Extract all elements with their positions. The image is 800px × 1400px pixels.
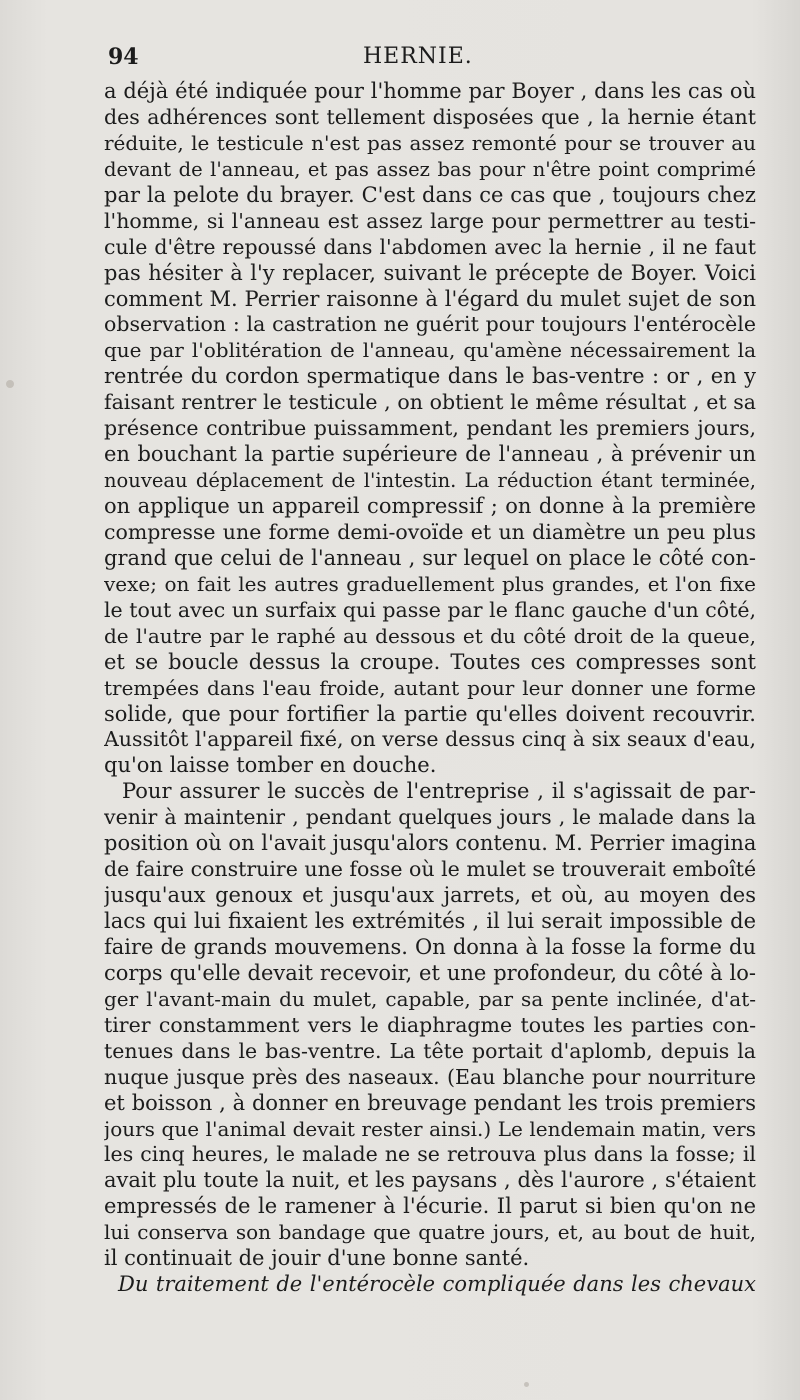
text-line: et se boucle dessus la croupe. Toutes ces compresses sont [104,649,756,674]
paper-speck [6,380,14,388]
text-line: réduite, le testicule n'est pas assez remonté pour se trouver au [104,130,756,155]
paragraph-start-line: Pour assurer le succès de l'entreprise , il s'agissait de par- [122,779,756,804]
text-line: corps qu'elle devait recevoir, et une profondeur, du côté à lo- [104,960,756,985]
text-line: présence contribue puissamment, pendant les premiers jours, [104,416,756,441]
text-line: faisant rentrer le testicule , on obtient le même résultat , et sa [104,390,756,415]
text-line: que par l'oblitération de l'anneau, qu'amène nécessairement la [104,338,756,363]
text-line: trempées dans l'eau froide, autant pour leur donner une forme [104,675,756,700]
text-line: empressés de le ramener à l'écurie. Il parut si bien qu'on ne [104,1194,756,1219]
text-line: solide, que pour fortifier la partie qu'elles doivent recouvrir. [104,701,756,726]
text-line: des adhérences sont tellement disposées que , la hernie étant [104,104,756,129]
text-line: nuque jusque près des naseaux. (Eau blanche pour nourriture [104,1064,756,1089]
page-number: 94 [108,44,139,70]
text-line: observation : la castration ne guérit pour toujours l'entérocèle [104,312,756,337]
text-line: le tout avec un surfaix qui passe par le flanc gauche d'un côté, [104,597,756,622]
text-line: cule d'être repoussé dans l'abdomen avec la hernie , il ne faut [104,234,756,259]
paper-speck [524,1382,529,1387]
text-line: Aussitôt l'appareil fixé, on verse dessus cinq à six seaux d'eau, [104,727,756,752]
text-line: grand que celui de l'anneau , sur lequel on place le côté con- [104,545,756,570]
text-line: pas hésiter à l'y replacer, suivant le précepte de Boyer. Voici [104,260,756,285]
text-line: faire de grands mouvemens. On donna à la fosse la forme du [104,934,756,959]
text-line: de l'autre par le raphé au dessous et du côté droit de la queue, [104,623,756,648]
text-line: jusqu'aux genoux et jusqu'aux jarrets, et où, au moyen des [104,883,756,908]
text-line: en bouchant la partie supérieure de l'anneau , à prévenir un [104,442,756,467]
running-head: HERNIE. [363,44,473,69]
body-text [104,79,756,1298]
page-header [108,44,758,78]
text-line: lui conserva son bandage que quatre jours, et, au bout de huit, [104,1220,756,1245]
section-heading-line: Du traitement de l'entérocèle compliquée dans les chevaux [118,1272,756,1297]
text-line: comment M. Perrier raisonne à l'égard du mulet sujet de son [104,286,756,311]
text-line: devant de l'anneau, et pas assez bas pour n'être point comprimé [104,157,756,181]
paragraph-end-line: il continuait de jouir d'une bonne santé. [104,1246,530,1271]
text-line: compresse une forme demi-ovoïde et un diamètre un peu plus [104,519,756,544]
text-line: a déjà été indiquée pour l'homme par Boyer , dans les cas où [104,79,756,103]
text-line: tenues dans le bas-ventre. La tête portait d'aplomb, depuis la [104,1038,756,1063]
text-line: venir à maintenir , pendant quelques jours , le malade dans la [104,805,756,830]
text-line: nouveau déplacement de l'intestin. La réduction étant terminée, [104,469,756,493]
text-line: lacs qui lui fixaient les extrémités , il lui serait impossible de [104,909,756,933]
text-line: par la pelote du brayer. C'est dans ce cas que , toujours chez [104,182,756,207]
text-line: les cinq heures, le malade ne se retrouva plus dans la fosse; il [104,1142,756,1167]
text-line: rentrée du cordon spermatique dans le bas-ventre : or , en y [104,364,756,389]
text-line: on applique un appareil compressif ; on donne à la première [104,494,756,518]
text-line: ger l'avant-main du mulet, capable, par sa pente inclinée, d'at- [104,986,756,1011]
text-line: avait plu toute la nuit, et les paysans , dès l'aurore , s'étaient [104,1168,756,1193]
text-line: tirer constamment vers le diaphragme toutes les parties con- [104,1012,756,1037]
text-line: jours que l'animal devait rester ainsi.) Le lendemain matin, vers [104,1116,756,1141]
text-line: vexe; on fait les autres graduellement plus grandes, et l'on fixe [104,571,756,596]
text-line: et boisson , à donner en breuvage pendant les trois premiers [104,1090,756,1115]
text-line: position où on l'avait jusqu'alors contenu. M. Perrier imagina [104,831,756,856]
paragraph-end-line: qu'on laisse tomber en douche. [104,753,437,778]
text-line: l'homme, si l'anneau est assez large pour permettrer au testi- [104,208,756,233]
text-line: de faire construire une fosse où le mulet se trouverait emboîté [104,857,756,882]
